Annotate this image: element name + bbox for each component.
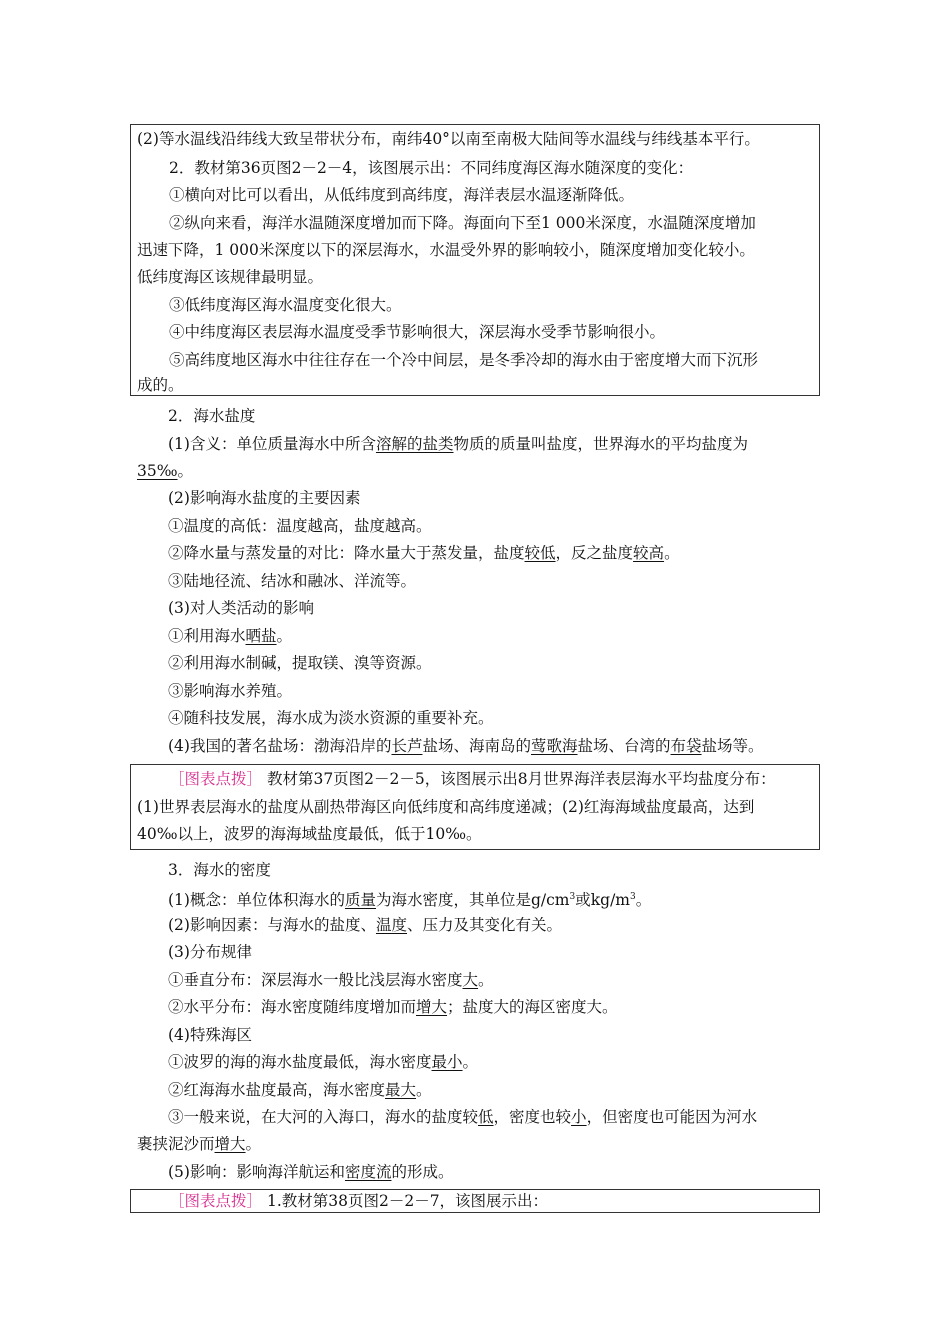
box1-line-7: ④中纬度海区表层海水温度受季节影响很大，深层海水受季节影响很小。 [169,323,666,341]
density-distribution-title: (3)分布规律 [168,943,252,961]
box3-line-0: ［图表点拨］ 1.教材第38页图2－2－7，该图展示出： [169,1192,549,1210]
box2-line-0: ［图表点拨］ 教材第37页图2－2－5，该图展示出8月世界海洋表层海水平均盐度分布： [169,770,776,788]
note-box-temperature [130,124,820,396]
salinity-impact-2: ②利用海水制碱，提取镁、溴等资源。 [168,654,432,672]
salinity-impact-1: ①利用海水晒盐。 [168,627,293,645]
density-special-3: ③一般来说，在大河的入海口，海水的盐度较低，密度也较小，但密度也可能因为河水 [168,1108,758,1126]
box2-line-2: 40‰以上，波罗的海海域盐度最低，低于10‰。 [137,825,482,843]
note-box-density-chart [130,1189,820,1213]
box1-line-4: 迅速下降，1 000米深度以下的深层海水，水温受外界的影响较小，随深度增加变化较小。 [137,241,755,259]
salinity-title: 2．海水盐度 [168,407,256,425]
density-horizontal: ②水平分布：海水密度随纬度增加而增大；盐度大的海区密度大。 [168,998,618,1016]
density-special-title: (4)特殊海区 [168,1026,252,1044]
density-special-1: ①波罗的海的海水盐度最低，海水密度最小。 [168,1053,479,1071]
box2-line-1: (1)世界表层海水的盐度从副热带海区向低纬度和高纬度递减；(2)红海海域盐度最高，达到 [137,798,755,816]
box1-line-3: ②纵向来看，海洋水温随深度增加而下降。海面向下至1 000米深度，水温随深度增加 [169,214,756,232]
salinity-factor-1: ①温度的高低：温度越高，盐度越高。 [168,517,432,535]
salinity-factor-2: ②降水量与蒸发量的对比：降水量大于蒸发量，盐度较低，反之盐度较高。 [168,544,680,562]
salt-fields: (4)我国的著名盐场：渤海沿岸的长芦盐场、海南岛的莺歌海盐场、台湾的布袋盐场等。 [168,737,764,755]
box1-line-5: 低纬度海区该规律最明显。 [137,268,324,286]
box1-line-2: ①横向对比可以看出，从低纬度到高纬度，海洋表层水温逐渐降低。 [169,186,635,204]
density-special-2: ②红海海水盐度最高，海水密度最大。 [168,1081,432,1099]
density-concept: (1)概念：单位体积海水的质量为海水密度，其单位是$g/cm^3$或$kg/m^3$。 [168,891,652,910]
box1-line-9: 成的。 [137,376,184,394]
salinity-impact-4: ④随科技发展，海水成为淡水资源的重要补充。 [168,709,494,727]
salinity-impact-title: (3)对人类活动的影响 [168,599,314,617]
density-effect: (5)影响：影响海洋航运和密度流的形成。 [168,1163,454,1181]
box1-line-0: (2)等水温线沿纬线大致呈带状分布，南纬40°以南至南极大陆间等水温线与纬线基本平行。 [137,130,760,148]
chart-tip-tag: ［图表点拨］ [169,770,263,788]
salinity-impact-3: ③影响海水养殖。 [168,682,293,700]
salinity-average: 35‰。 [137,462,194,480]
box1-line-1: 2．教材第36页图2－2－4，该图展示出：不同纬度海区海水随深度的变化： [169,159,694,177]
salinity-factors-title: (2)影响海水盐度的主要因素 [168,489,361,507]
box1-line-8: ⑤高纬度地区海水中往往存在一个冷中间层，是冬季冷却的海水由于密度增大而下沉形 [169,351,759,369]
density-factors: (2)影响因素：与海水的盐度、温度、压力及其变化有关。 [168,916,562,934]
note-box-salinity-chart [130,764,820,850]
density-vertical: ①垂直分布：深层海水一般比浅层海水密度大。 [168,971,494,989]
box1-line-6: ③低纬度海区海水温度变化很大。 [169,296,402,314]
salinity-definition: (1)含义：单位质量海水中所含溶解的盐类物质的质量叫盐度，世界海水的平均盐度为 [168,435,748,453]
salinity-factor-3: ③陆地径流、结冰和融冰、洋流等。 [168,572,417,590]
density-title: 3．海水的密度 [168,861,271,879]
density-special-3-cont: 裹挟泥沙而增大。 [137,1135,262,1153]
chart-tip-tag-2: ［图表点拨］ [169,1192,263,1210]
